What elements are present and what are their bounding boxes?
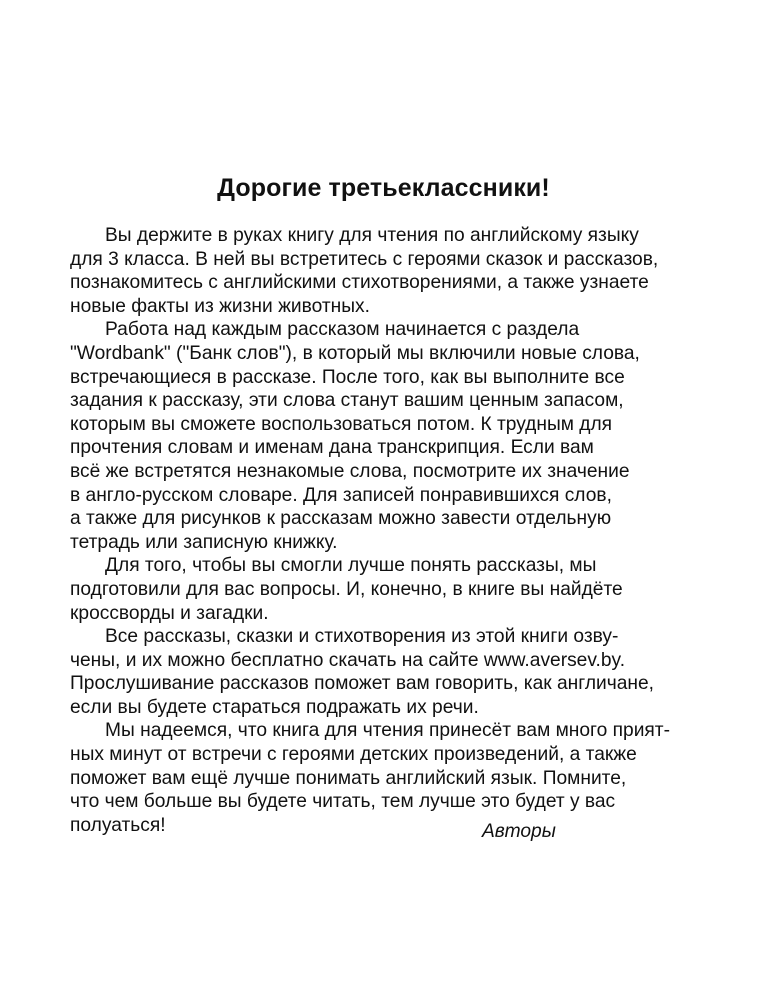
paragraph-1-line-3: познакомитесь с английскими стихотворениями, а также узнаете [70, 272, 649, 294]
paragraph-2-line-7: всё же встретятся незнакомые слова, посмотрите их значение [70, 460, 630, 482]
paragraph-4-line-3: Прослушивание рассказов поможет вам говорить, как англичане, [70, 673, 655, 695]
paragraph-2-line-1: Работа над каждым рассказом начинается с раздела [105, 319, 580, 341]
paragraph-5-line-3: поможет вам ещё лучше понимать английский язык. Помните, [70, 767, 627, 789]
paragraph-1-line-1: Вы держите в руках книгу для чтения по английскому языку [105, 225, 639, 246]
paragraph-5-line-2: ных минут от встречи с героями детских произведений, а также [70, 744, 637, 766]
paragraph-4-line-2: чены, и их можно бесплатно скачать на сайте www.aversev.by. [70, 649, 626, 671]
paragraph-4-line-4: если вы будете стараться подражать их речи. [70, 696, 479, 718]
paragraph-5-line-1: Мы надеемся, что книга для чтения принесёт вам много прият- [105, 720, 670, 742]
paragraph-5-line-5: полуаться! [70, 814, 166, 836]
paragraph-2-line-9: а также для рисунков к рассказам можно завести отдельную [70, 508, 612, 530]
paragraph-1-line-4: новые факты из жизни животных. [70, 295, 370, 317]
signature: Авторы [482, 821, 556, 842]
paragraph-3-line-3: кроссворды и загадки. [70, 602, 269, 624]
paragraph-2-line-6: прочтения словам и именам дана транскрипция. Если вам [70, 437, 594, 459]
paragraph-3-line-1: Для того, чтобы вы смогли лучше понять рассказы, мы [105, 555, 597, 577]
paragraph-4-line-1: Все рассказы, сказки и стихотворения из этой книги озву- [105, 626, 619, 648]
body-text [70, 224, 700, 837]
paragraph-2-line-3: встречающиеся в рассказе. После того, как вы выполните все [70, 366, 625, 388]
paragraph-2-line-10: тетрадь или записную книжку. [70, 531, 338, 553]
paragraph-2-line-2: "Wordbank" ("Банк слов"), в который мы включили новые слова, [70, 342, 640, 364]
paragraph-2-line-8: в англо-русском словаре. Для записей понравившихся слов, [70, 484, 612, 506]
paragraph-1-line-2: для 3 класса. В ней вы встретитесь с героями сказок и рассказов, [70, 248, 659, 270]
paragraph-2-line-5: которым вы сможете воспользоваться потом. К трудным для [70, 413, 613, 435]
paragraph-5-line-4: что чем больше вы будете читать, тем лучше это будет у вас [70, 791, 616, 813]
page-title: Дорогие третьеклассники! [217, 174, 550, 202]
paragraph-2-line-4: задания к рассказу, эти слова станут вашим ценным запасом, [70, 390, 624, 412]
paragraph-3-line-2: подготовили для вас вопросы. И, конечно, в книге вы найдёте [70, 578, 623, 600]
